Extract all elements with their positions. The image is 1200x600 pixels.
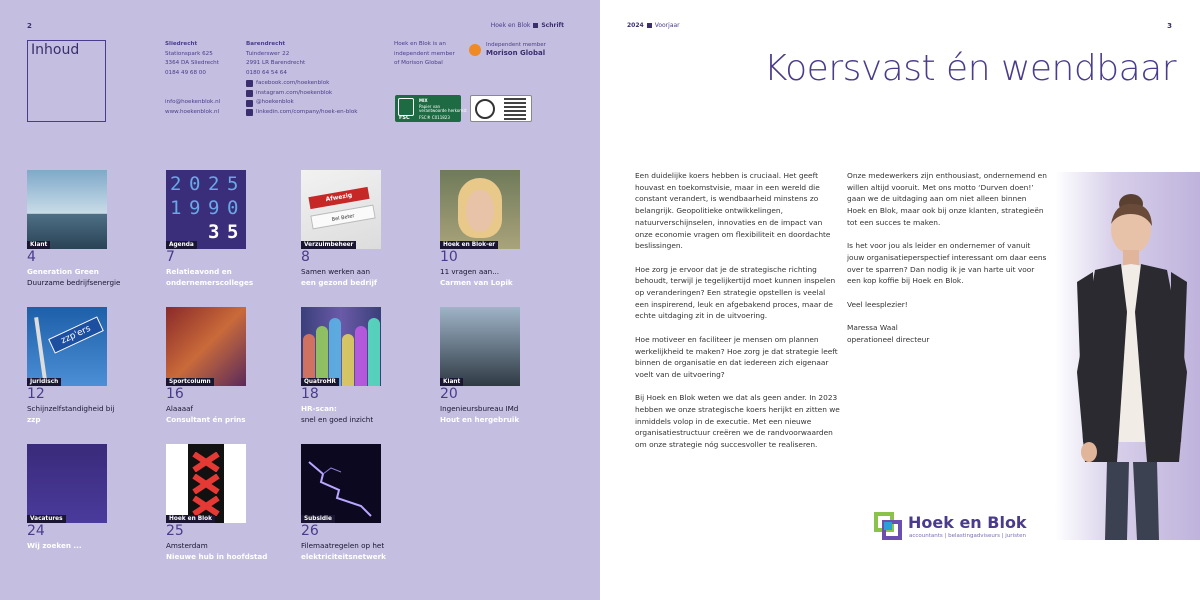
item-line-1: Schijnzelfstandigheid bij — [27, 404, 115, 413]
item-line-2: Carmen van Lopik — [440, 278, 513, 287]
paragraph: Een duidelijke koers hebben is cruciaal. Het geeft houvast en toekomstvisie, maar in een wereld die constant verandert, is wendbaarheid minstens zo belangrijk. Geopolitieke ontwikkelingen, natuurverschijnselen, innovaties en de impact van onze economie vragen om flexibiliteit en doordachte beslissingen. — [635, 171, 831, 251]
page-ref-number: 16 — [166, 386, 184, 402]
email-link[interactable]: info@hoekenblok.nl — [165, 98, 221, 105]
category-tag: Hoek en Blok-er — [440, 241, 498, 249]
item-line-2: een gezond bedrijf — [301, 278, 378, 287]
silhouette — [316, 326, 328, 386]
social-facebook[interactable] — [246, 79, 358, 89]
item-line-2: Nieuwe hub in hoofdstad — [166, 552, 268, 561]
facebook-icon — [246, 80, 253, 87]
certification-badge — [470, 95, 532, 122]
qr-code-icon — [504, 98, 526, 120]
morison-line2: Morison Global — [486, 49, 546, 57]
silhouette — [329, 318, 341, 386]
phone-number: 0184 49 68 00 — [165, 70, 206, 77]
contents-item-image — [166, 170, 246, 249]
address-line: 2991 LR Barendrecht — [246, 60, 306, 67]
category-tag: Verzuimbeheer — [301, 241, 356, 249]
member-line: of Morison Global — [394, 60, 443, 67]
category-tag: Vacatures — [27, 515, 66, 523]
page-ref-number: 26 — [301, 523, 319, 539]
contents-item-image — [27, 170, 107, 249]
page-ref-number: 7 — [166, 249, 175, 265]
signature-name: Maressa Waal — [847, 323, 898, 333]
page-ref-number: 4 — [27, 249, 36, 265]
address-city: Sliedrecht — [165, 41, 198, 47]
seal-icon — [475, 99, 495, 119]
agenda-digit: 5 — [227, 173, 239, 195]
category-tag: Agenda — [166, 241, 197, 249]
signature-role: operationeel directeur — [847, 334, 930, 344]
cross-icon — [190, 452, 222, 472]
agenda-digit: 2 — [208, 173, 220, 195]
address-line: Stationspark 625 — [165, 50, 213, 57]
item-line-2: ondernemerscolleges — [166, 278, 254, 287]
silhouette — [342, 334, 354, 386]
paragraph: Is het voor jou als leider en ondernemer of vanuit jouw organisatieperspectief interessant om daar eens over te sparren? Dan nodig ik je van harte uit voor een kop koffie bij Hoek en Blok. — [847, 241, 1047, 286]
paragraph: Hoe zorg je ervoor dat je de strategische richting behoudt, terwijl je tegelijkertijd moet kunnen inspelen op veranderingen? Een strategie opstellen is veelal een inspirerend, leuk en afgebakend proces, maar de echte uitdaging zit in de uitvoering. — [635, 264, 836, 321]
paragraph: Veel leesplezier! — [847, 299, 908, 309]
agenda-digit: 2 — [170, 173, 182, 195]
member-line: Hoek en Blok is an — [394, 41, 446, 47]
silhouette — [355, 326, 367, 386]
item-line-1: Ingenieursbureau IMd — [440, 404, 519, 413]
cross-icon — [190, 496, 222, 516]
page-ref-number: 20 — [440, 386, 458, 402]
item-line-1: Wij zoeken ... — [27, 541, 82, 550]
social-instagram[interactable] — [246, 89, 358, 99]
social-text: instagram.com/hoekenblok — [256, 89, 333, 96]
running-head — [491, 22, 564, 29]
contents-item-image — [27, 444, 107, 523]
portrait-face — [458, 178, 502, 238]
item-line-1: HR-scan: — [301, 404, 337, 413]
fsc-code: FSC® C011823 — [419, 115, 450, 120]
fsc-mix: MIX — [419, 98, 428, 103]
item-line-2: Consultant én prins — [166, 415, 246, 424]
instagram-icon — [246, 90, 253, 97]
logo-subtitle: accountants | belastingadviseurs | juristen — [909, 533, 1026, 539]
linkedin-icon — [246, 109, 253, 116]
address-line: 3364 DA Sliedrecht — [165, 60, 219, 67]
silhouette — [368, 318, 380, 386]
social-text: @hoekenblok — [256, 99, 294, 106]
category-tag: Hoek en Blok — [166, 515, 215, 523]
contents-title: Inhoud — [31, 42, 80, 58]
page-ref-number: 25 — [166, 523, 184, 539]
portrait-photo — [1055, 172, 1200, 540]
paragraph: Onze medewerkers zijn enthousiast, ondernemend en willen altijd vooruit. Met ons motto ‘Durven doen!’ gaan we de uitdaging aan om niet alleen binnen Hoek en Blok, maar ook bij onze klanten, strategieën tot een succes te maken. — [847, 171, 1047, 227]
item-line-1: Generation Green — [27, 267, 99, 276]
page-ref-number: 24 — [27, 523, 45, 539]
category-tag: Sportcolumn — [166, 378, 214, 386]
address-sliedrecht — [165, 40, 220, 117]
item-line-2: Duurzame bedrijfsenergie — [27, 278, 121, 287]
item-line-2: elektriciteitsnetwerk — [301, 552, 386, 561]
agenda-digit: 5 — [227, 221, 239, 243]
contents-item-image — [301, 444, 381, 523]
fsc-brand: FSC — [399, 115, 410, 121]
social-text: facebook.com/hoekenblok — [256, 79, 330, 86]
item-line-1: Samen werken aan — [301, 267, 371, 276]
member-text — [394, 40, 455, 69]
category-tag: Subsidie — [301, 515, 335, 523]
paragraph: Bij Hoek en Blok weten we dat als geen ander. In 2023 hebben we onze strategische koers herijkt en zitten we inmiddels volop in de executie. Met een nieuwe organisatiestructuur creëren we de randvoorwaarden om onze strategie nóg succesvoller te realiseren. — [635, 393, 840, 450]
contents-item-image — [440, 307, 520, 386]
running-head-section: Schrift — [541, 22, 564, 29]
contents-box — [27, 40, 106, 122]
category-tag: Klant — [27, 241, 50, 249]
text-column-2 — [847, 170, 1047, 346]
agenda-digit: 3 — [208, 221, 220, 243]
page-ref-number: 12 — [27, 386, 45, 402]
verzuim-sign: Afwezig — [308, 187, 369, 209]
running-head — [627, 22, 680, 29]
item-line-1: Filemaatregelen op het — [301, 541, 385, 550]
category-tag: QuatroHR — [301, 378, 339, 386]
agenda-digit: 9 — [189, 197, 201, 219]
fsc-text: Papier van — [419, 104, 441, 109]
social-text: linkedin.com/company/hoek-en-blok — [256, 108, 358, 115]
agenda-digits — [170, 172, 246, 244]
page-ref-number: 18 — [301, 386, 319, 402]
page-number: 2 — [27, 22, 32, 30]
contents-item-image — [301, 307, 381, 386]
page-ref-number: 8 — [301, 249, 310, 265]
contents-item-image — [440, 170, 520, 249]
website-link[interactable]: www.hoekenblok.nl — [165, 108, 220, 115]
verzuim-sub: Bel Beter — [310, 205, 375, 230]
contents-item-image — [301, 170, 381, 249]
agenda-digit: 1 — [170, 197, 182, 219]
category-tag: Klant — [440, 378, 463, 386]
logo-name: Hoek en Blok — [908, 513, 1027, 532]
text-column-1 — [635, 170, 840, 463]
person-illustration — [1055, 172, 1200, 540]
fsc-tree-icon — [398, 98, 414, 116]
item-line-2: Hout en hergebruik — [440, 415, 520, 424]
running-head-company: Hoek en Blok — [490, 22, 531, 29]
agenda-digit: 0 — [189, 173, 201, 195]
paragraph: Hoe motiveer en faciliteer je mensen om plannen werkelijkheid te maken? Hoe zorg je dat strategie leeft binnen de organisatie en dat iedereen zich eigenaar voelt van de uitvoering? — [635, 334, 838, 379]
contents-item-image — [27, 307, 107, 386]
agenda-digit: 0 — [227, 197, 239, 219]
morison-line1: Independent member — [486, 42, 546, 48]
article-title: Koersvast én wendbaar — [763, 48, 1176, 89]
page-number: 3 — [1167, 22, 1172, 30]
tiktok-icon — [246, 100, 253, 107]
item-line-1: Amsterdam — [166, 541, 208, 550]
contents-item-image — [166, 307, 246, 386]
item-line-1: 11 vragen aan... — [440, 267, 500, 276]
cross-icon — [190, 474, 222, 494]
running-head-section: Voorjaar — [654, 22, 680, 29]
page-ref-number: 10 — [440, 249, 458, 265]
item-line-1: Relatieavond en — [166, 267, 232, 276]
phone-number: 0180 64 54 64 — [246, 70, 287, 77]
address-barendrecht — [246, 40, 358, 118]
running-head-year: 2024 — [627, 22, 644, 29]
contents-item-image — [166, 444, 246, 523]
fsc-logo — [395, 95, 467, 122]
zzp-sign: zzp'ers — [48, 316, 104, 353]
agenda-digit: 9 — [208, 197, 220, 219]
address-line: Tuinderswег 22 — [246, 50, 290, 57]
social-linkedin[interactable] — [246, 108, 358, 118]
fsc-text: verantwoorde herkomst — [419, 108, 467, 113]
logo-mark-icon — [874, 512, 902, 540]
morison-icon — [469, 44, 481, 56]
item-line-1: Alaaaaf — [166, 404, 194, 413]
member-line: independent member — [394, 50, 455, 57]
address-city: Barendrecht — [246, 41, 286, 47]
sign-pole — [34, 317, 48, 386]
item-line-2: snel en goed inzicht — [301, 415, 374, 424]
lightning-icon — [301, 444, 381, 523]
item-line-2: zzp — [27, 415, 41, 424]
category-tag: Juridisch — [27, 378, 61, 386]
social-tiktok[interactable] — [246, 98, 358, 108]
